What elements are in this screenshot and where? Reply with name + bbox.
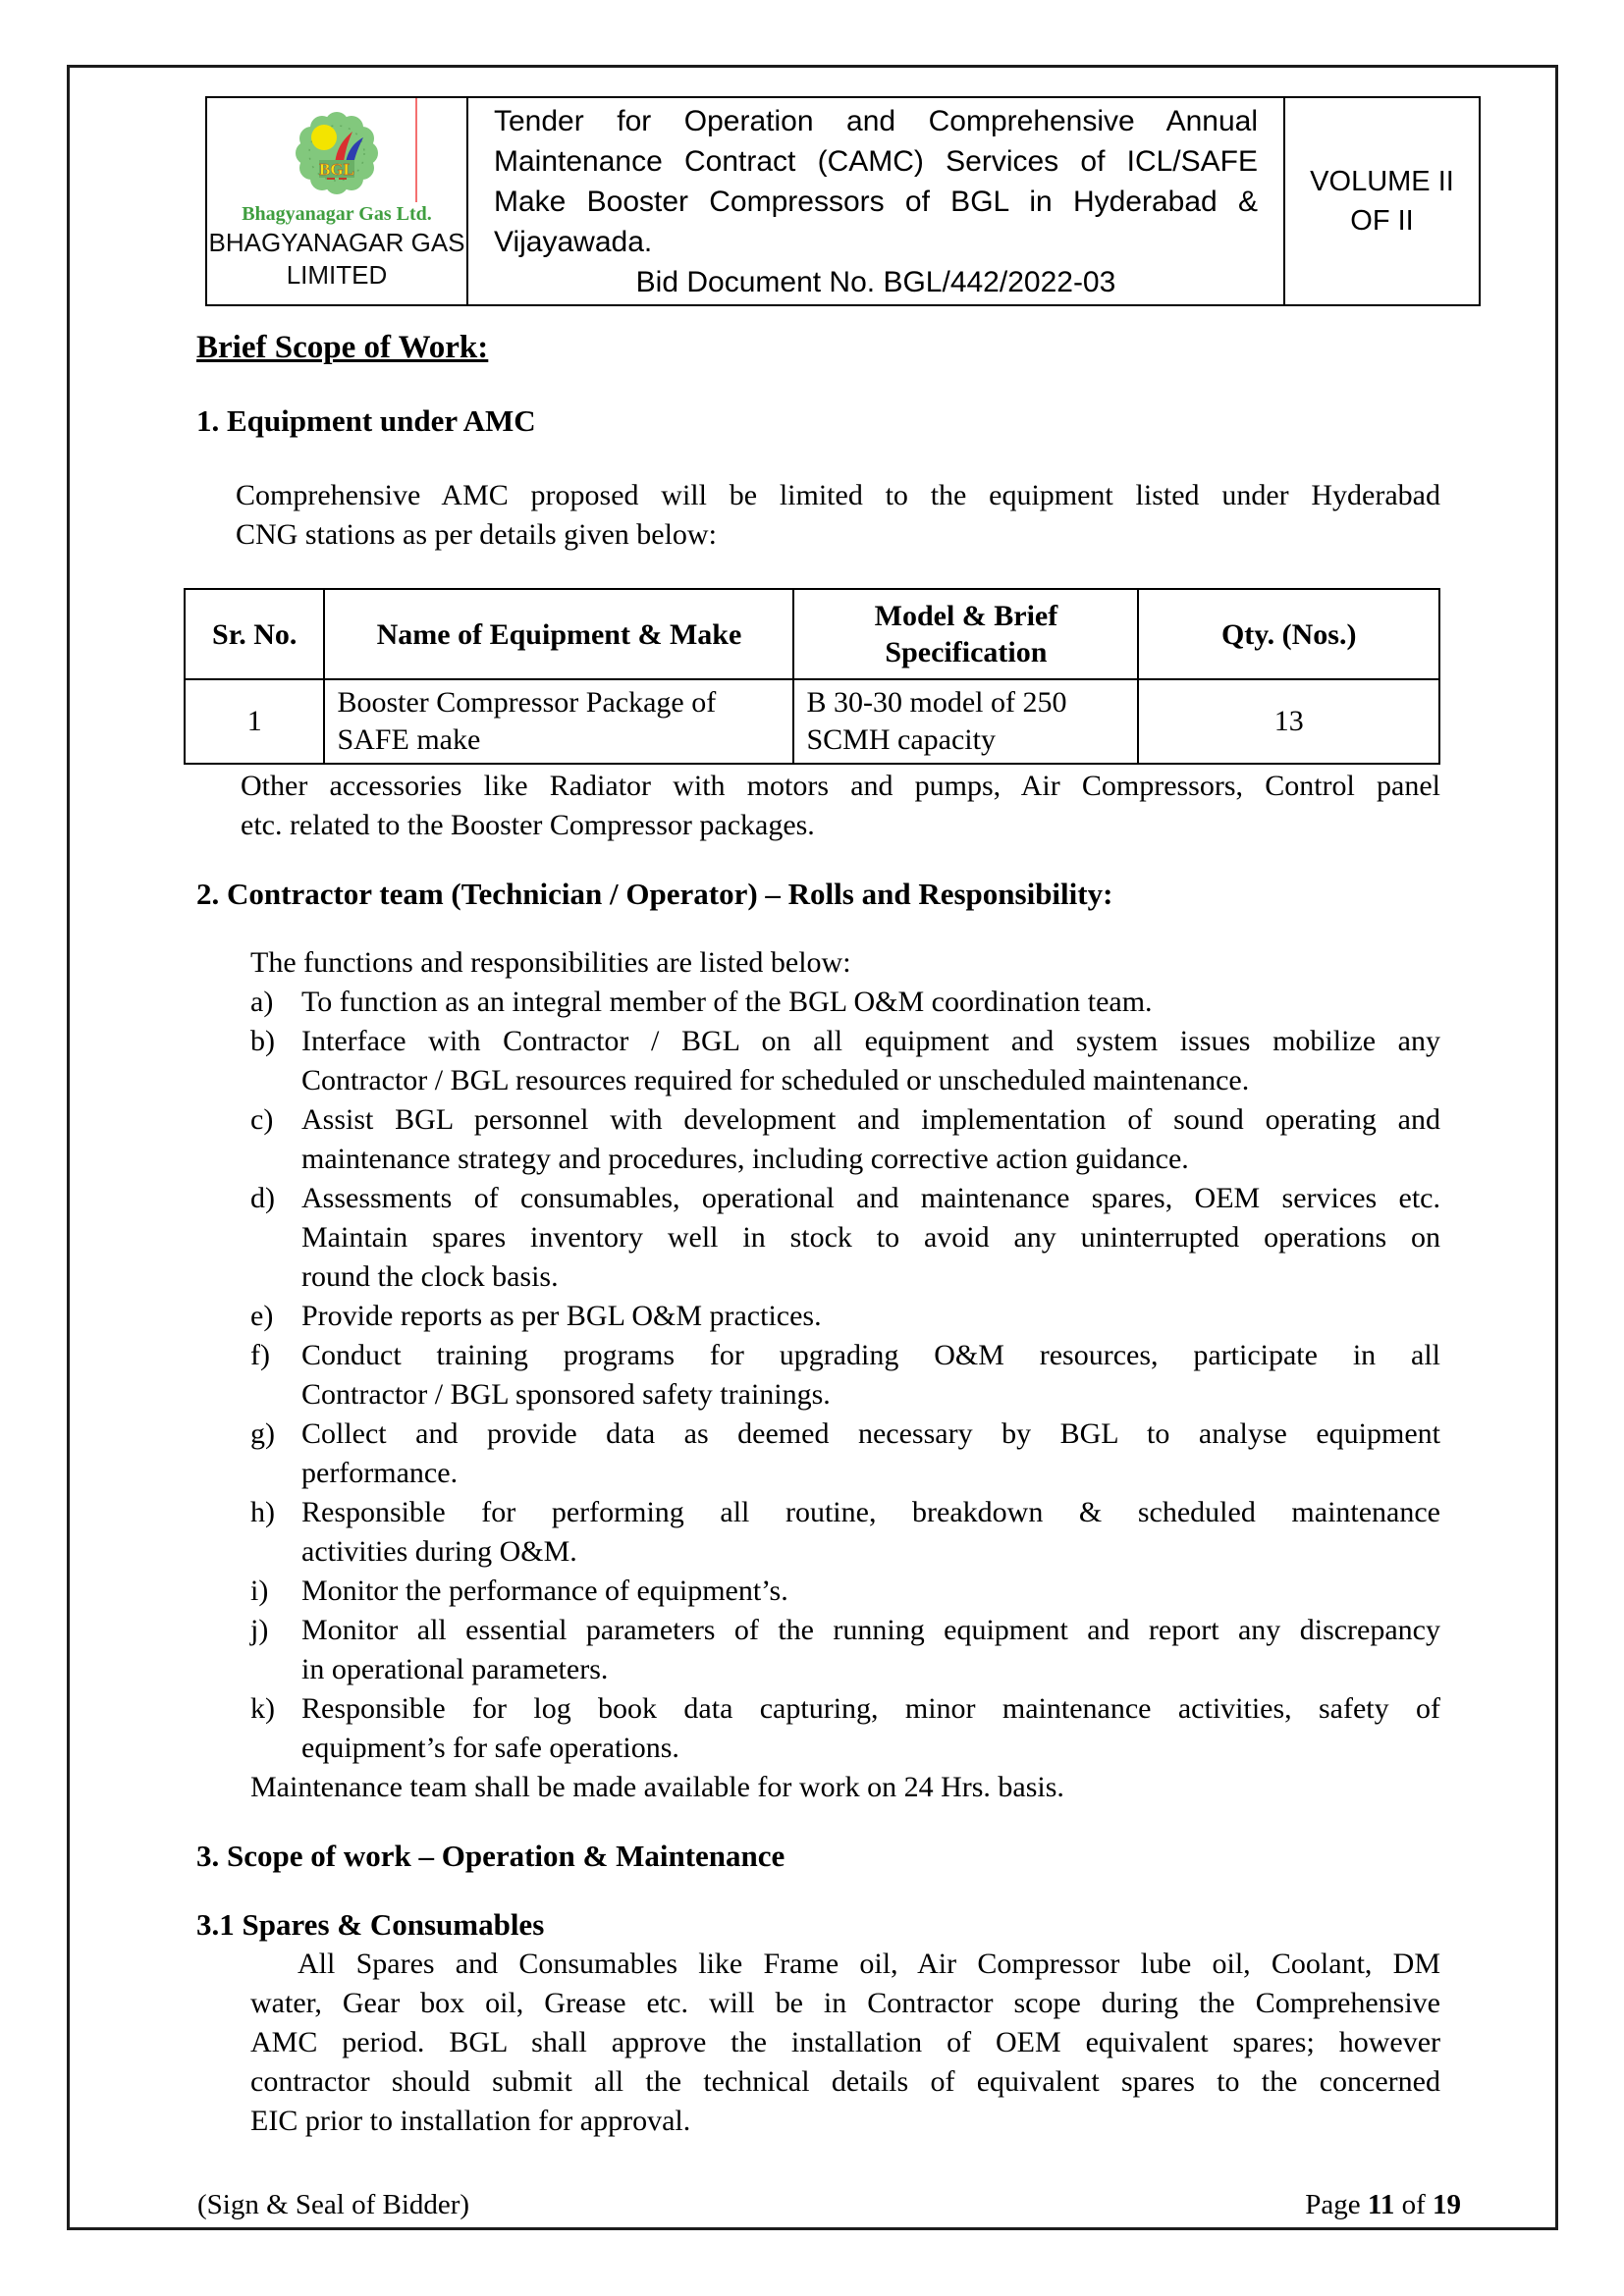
text-line: Interface with Contractor / BGL on all equipment and system issues mobilize any <box>301 1025 1440 1057</box>
text-line: Comprehensive AMC proposed will be limited to the equipment listed under Hyderabad <box>236 479 1440 511</box>
text-line: Responsible for performing all routine, breakdown & scheduled maintenance <box>301 1496 1440 1528</box>
list-text <box>301 1022 1440 1100</box>
logo-brand-text: Bhagyanagar Gas Ltd. <box>242 202 432 225</box>
list-marker: j) <box>250 1614 269 1646</box>
list-item <box>250 1336 1440 1415</box>
list-item <box>250 1572 1440 1611</box>
company-name <box>207 227 466 292</box>
list-text <box>301 1689 1440 1768</box>
cell-sr-no: 1 <box>185 679 324 764</box>
list-marker: e) <box>250 1300 274 1332</box>
text-line: Assessments of consumables, operational and maintenance spares, OEM services etc. <box>301 1182 1440 1214</box>
list-text <box>301 1100 1440 1179</box>
list-marker: f) <box>250 1339 270 1371</box>
section1-intro <box>236 476 1440 555</box>
section3-heading: 3. Scope of work – Operation & Maintenance <box>196 1839 785 1873</box>
list-item <box>250 1415 1440 1493</box>
text-line: Assist BGL personnel with development and implementation of sound operating and <box>301 1103 1440 1136</box>
page-current: 11 <box>1367 2189 1395 2220</box>
text-line: etc. related to the Booster Compressor packages. <box>241 809 815 841</box>
cell-model-spec: B 30-30 model of 250 SCMH capacity <box>793 679 1138 764</box>
list-item <box>250 1179 1440 1297</box>
sign-seal-label: (Sign & Seal of Bidder) <box>197 2189 470 2220</box>
section1-note <box>241 767 1440 845</box>
text-line: maintenance strategy and procedures, including corrective action guidance. <box>301 1143 1189 1175</box>
col-header-equipment-name: Name of Equipment & Make <box>324 589 793 679</box>
text-line: AMC period. BGL shall approve the installation of OEM equivalent spares; however <box>250 2026 1440 2058</box>
header-table <box>205 96 1481 306</box>
page-number-label <box>1305 2188 1461 2221</box>
equipment-table-header-row <box>185 589 1439 679</box>
equipment-table <box>184 588 1440 765</box>
list-item <box>250 1611 1440 1689</box>
list-item <box>250 983 1440 1022</box>
text-line: round the clock basis. <box>301 1260 559 1293</box>
text-line: water, Gear box oil, Grease etc. will be in Contractor scope during the Comprehensive <box>250 1987 1440 2019</box>
list-text <box>301 1493 1440 1572</box>
text-line: EIC prior to installation for approval. <box>250 2105 691 2137</box>
text-line: Collect and provide data as deemed necessary by BGL to analyse equipment <box>301 1417 1440 1450</box>
list-marker: c) <box>250 1103 274 1136</box>
list-item <box>250 1022 1440 1100</box>
list-text <box>301 1572 1440 1611</box>
cell-qty: 13 <box>1138 679 1439 764</box>
section2-intro: The functions and responsibilities are listed below: <box>250 946 851 979</box>
list-marker: b) <box>250 1025 275 1057</box>
text-line: To function as an integral member of the BGL O&M coordination team. <box>301 986 1153 1018</box>
list-item <box>250 1689 1440 1768</box>
text-line: Conduct training programs for upgrading O&M resources, participate in all <box>301 1339 1440 1371</box>
company-name-line2: LIMITED <box>286 259 388 290</box>
page-frame <box>67 65 1558 2230</box>
text-line: Monitor the performance of equipment’s. <box>301 1575 788 1607</box>
logo-acronym: BGL <box>319 159 354 179</box>
tender-title-line: Vijayawada. <box>494 226 653 258</box>
col-header-qty: Qty. (Nos.) <box>1138 589 1439 679</box>
document-body <box>196 327 1440 2141</box>
text-line: All Spares and Consumables like Frame oil, Air Compressor lube oil, Coolant, DM <box>298 1948 1440 1980</box>
tender-title-line: Maintenance Contract (CAMC) Services of ICL/SAFE <box>494 145 1258 178</box>
text-line: activities during O&M. <box>301 1535 577 1568</box>
section3-sub-heading: 3.1 Spares & Consumables <box>196 1907 545 1942</box>
section3-paragraph <box>250 1945 1440 2141</box>
section1-heading: 1. Equipment under AMC <box>196 403 536 438</box>
text-line: in operational parameters. <box>301 1653 609 1685</box>
text-line: Other accessories like Radiator with motors and pumps, Air Compressors, Control panel <box>241 770 1440 802</box>
text-line: Responsible for log book data capturing, minor maintenance activities, safety of <box>301 1692 1440 1725</box>
of-word: of <box>1401 2189 1426 2220</box>
equipment-table-row <box>185 679 1439 764</box>
volume-cell <box>1284 97 1480 305</box>
col-header-model-spec: Model & Brief Specification <box>793 589 1138 679</box>
list-text <box>301 983 1440 1022</box>
text-line: Provide reports as per BGL O&M practices. <box>301 1300 822 1332</box>
page-total: 19 <box>1433 2189 1461 2220</box>
text-line: performance. <box>301 1457 459 1489</box>
page-footer <box>197 2188 1461 2221</box>
bgl-logo-icon <box>290 112 384 198</box>
list-marker: k) <box>250 1692 275 1725</box>
tender-title-cell <box>467 97 1284 305</box>
text-line: Maintain spares inventory well in stock to avoid any uninterrupted operations on <box>301 1221 1440 1254</box>
text-line: contractor should submit all the technical details of equivalent spares to the concerned <box>250 2065 1440 2098</box>
list-text <box>301 1297 1440 1336</box>
tender-title-line: Tender for Operation and Comprehensive Annual <box>494 105 1258 137</box>
main-heading: Brief Scope of Work: <box>196 330 489 365</box>
section2-closing: Maintenance team shall be made available for work on 24 Hrs. basis. <box>250 1771 1064 1803</box>
list-marker: i) <box>250 1575 269 1607</box>
list-item <box>250 1493 1440 1572</box>
list-item <box>250 1297 1440 1336</box>
text-line: CNG stations as per details given below: <box>236 518 717 551</box>
text-line: Contractor / BGL resources required for scheduled or unscheduled maintenance. <box>301 1064 1250 1096</box>
scan-artifact-line <box>415 98 417 202</box>
text-line: equipment’s for safe operations. <box>301 1732 679 1764</box>
company-name-line1: BHAGYANAGAR GAS <box>208 227 465 257</box>
list-marker: h) <box>250 1496 275 1528</box>
list-marker: d) <box>250 1182 275 1214</box>
page-word: Page <box>1305 2189 1361 2220</box>
list-text <box>301 1415 1440 1493</box>
volume-line2: OF II <box>1350 205 1414 237</box>
text-line: Contractor / BGL sponsored safety trainings. <box>301 1378 831 1411</box>
responsibility-list <box>250 983 1440 1768</box>
list-text <box>301 1611 1440 1689</box>
tender-title <box>494 101 1258 262</box>
logo-sun-icon <box>311 125 337 150</box>
col-header-sr-no: Sr. No. <box>185 589 324 679</box>
section2-heading: 2. Contractor team (Technician / Operator) – Rolls and Responsibility: <box>196 877 1113 911</box>
list-marker: g) <box>250 1417 275 1450</box>
text-line: Monitor all essential parameters of the running equipment and report any discrepancy <box>301 1614 1440 1646</box>
list-item <box>250 1100 1440 1179</box>
volume-line1: VOLUME II <box>1310 166 1454 197</box>
list-text <box>301 1179 1440 1297</box>
bid-document-number: Bid Document No. BGL/442/2022-03 <box>635 266 1116 298</box>
logo-cell <box>206 97 467 305</box>
cell-equipment-name: Booster Compressor Package of SAFE make <box>324 679 793 764</box>
list-text <box>301 1336 1440 1415</box>
list-marker: a) <box>250 986 274 1018</box>
tender-title-line: Make Booster Compressors of BGL in Hyderabad & <box>494 186 1258 218</box>
